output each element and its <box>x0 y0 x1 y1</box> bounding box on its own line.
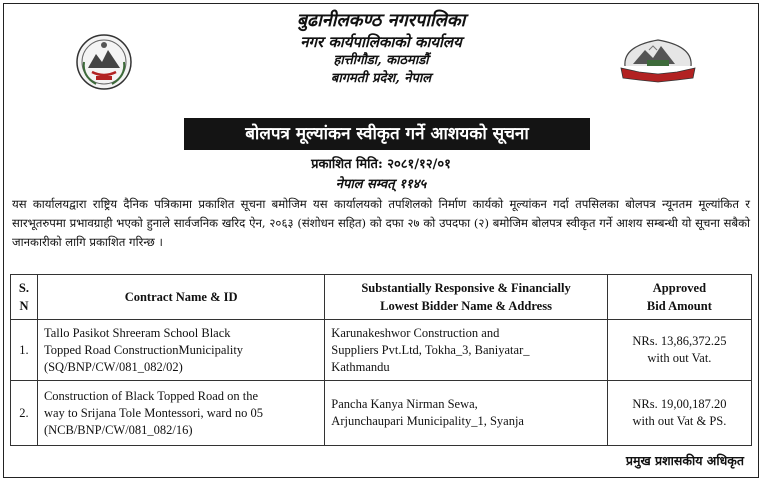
header-bidder <box>325 275 608 320</box>
row-amount <box>607 320 751 381</box>
row-sn: 2. <box>11 381 38 446</box>
notice-body: यस कार्यालयद्वारा राष्ट्रिय दैनिक पत्रिकामा प्रकाशित सूचना बमोजिम यस कार्यालयको तपशिलको निर्माण कार्यको मूल्यांकन गर्दा तपसिलका बोलपत्र न्यूनतम मूल्यांकित र सारभूतरुपमा प्रभावग्राही भएको हुनाले सार्वजनिक खरिद ऐन, २०६३ (संशोधन सहित) को दफा २७ को उपदफा (२) बमोजिम बोलपत्र स्वीकृत गर्ने आशय सम्बन्धी यो सूचना सबैको जानकारीको लागि प्रकाशित गरिन्छ । <box>12 197 750 249</box>
header-sn-line2: N <box>19 299 29 313</box>
bid-amount: NRs. 19,00,187.20 <box>632 397 727 411</box>
bid-amount: NRs. 13,86,372.25 <box>632 334 727 348</box>
office-location: हात्तीगौडा, काठमाडौं <box>333 53 429 68</box>
contract-line: Topped Road ConstructionMunicipality <box>43 342 244 357</box>
published-date: प्रकाशित मिति: २०८१/१२/०१ <box>311 157 451 172</box>
contract-id: (NCB/BNP/CW/081_082/16) <box>43 422 193 437</box>
header-amount-line1: Approved <box>652 281 707 295</box>
contract-line: Construction of Black Topped Road on the <box>43 388 259 403</box>
table-row <box>11 320 752 381</box>
header-amount-line2: Bid Amount <box>646 299 712 313</box>
bid-amount-note: with out Vat & PS. <box>632 414 727 428</box>
contract-line: way to Srijana Tole Montessori, ward no 05 <box>43 405 263 420</box>
contract-line: Tallo Pasikot Shreeram School Black <box>43 325 231 340</box>
signature-title: प्रमुख प्रशासकीय अधिकृत <box>625 453 744 468</box>
header-sn <box>11 275 38 320</box>
bidder-line: Karunakeshwor Construction and <box>331 325 500 340</box>
bid-amount-note: with out Vat. <box>647 351 712 365</box>
bidder-line: Arjunchaupari Municipality_1, Syanja <box>331 414 524 428</box>
header-amount <box>607 275 751 320</box>
province-name: बागमती प्रदेश, नेपाल <box>330 71 432 86</box>
bid-table <box>10 274 752 446</box>
office-name: नगर कार्यपालिकाको कार्यालय <box>300 33 462 51</box>
row-contract <box>37 320 324 381</box>
table-row <box>11 381 752 446</box>
table-header-row <box>11 275 752 320</box>
header-bidder-line1: Substantially Responsive & Financially <box>361 281 571 295</box>
header-sn-line1: S. <box>18 281 29 295</box>
bidder-line: Suppliers Pvt.Ltd, Tokha_3, Baniyatar_ <box>331 342 530 357</box>
municipality-name: बुढानीलकण्ठ नगरपालिका <box>296 10 466 31</box>
bidder-line: Pancha Kanya Nirman Sewa, <box>331 397 478 411</box>
row-bidder <box>325 381 608 446</box>
header-contract: Contract Name & ID <box>37 275 324 320</box>
nepal-samvat-date: नेपाल सम्वत् ११४५ <box>335 177 427 192</box>
contract-id: (SQ/BNP/CW/081_082/02) <box>43 359 183 374</box>
row-sn: 1. <box>11 320 38 381</box>
row-bidder <box>325 320 608 381</box>
row-contract <box>37 381 324 446</box>
row-amount <box>607 381 751 446</box>
bidder-line: Kathmandu <box>331 359 390 374</box>
notice-title-banner: बोलपत्र मूल्यांकन स्वीकृत गर्ने आशयको सूचना <box>184 118 590 150</box>
letterhead <box>4 10 758 88</box>
notice-page <box>3 3 759 478</box>
header-bidder-line2: Lowest Bidder Name & Address <box>380 299 552 313</box>
